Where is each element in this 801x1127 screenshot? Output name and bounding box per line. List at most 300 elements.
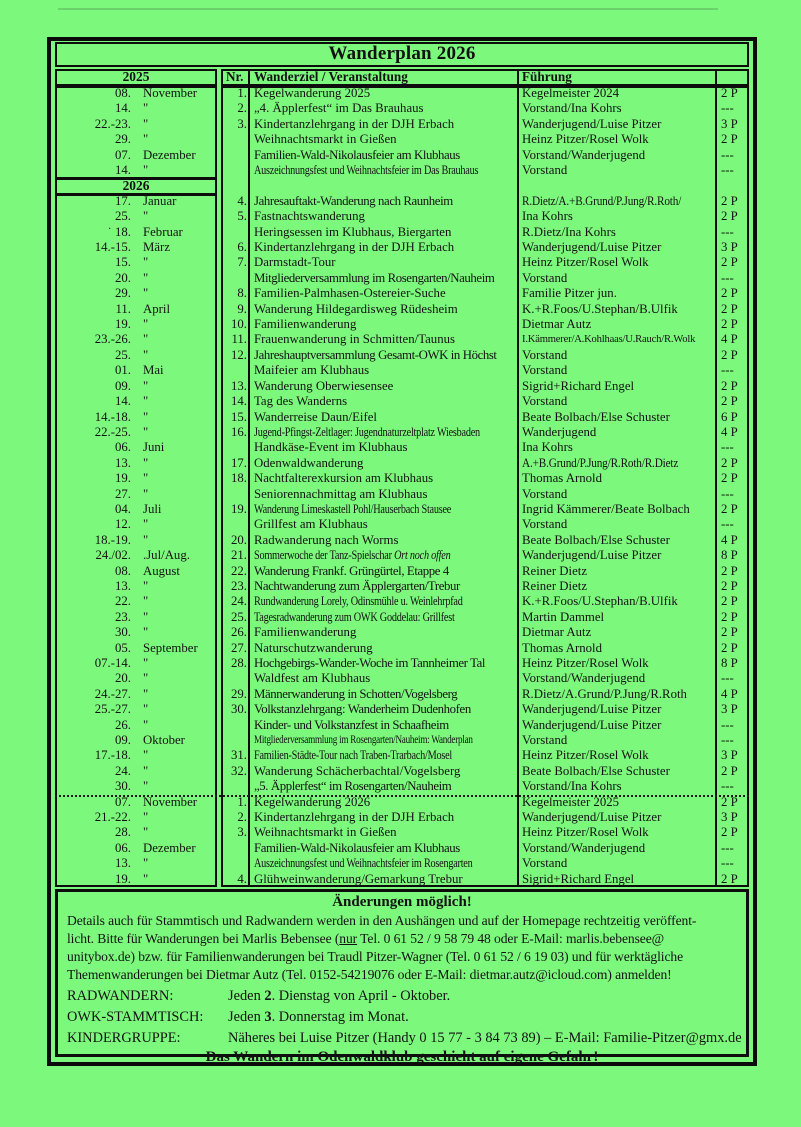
row-date-day: 25.-27. — [94, 702, 131, 717]
table-row — [51, 517, 753, 532]
row-date-day: 01. — [115, 363, 131, 378]
row-leader: Heinz Pitzer/Rosel Wolk — [522, 825, 649, 840]
row-event: Waldfest am Klubhaus — [254, 671, 371, 686]
row-date-month: " — [143, 378, 149, 393]
row-date-day: 19. — [115, 871, 131, 886]
row-event: Rundwanderung Lorely, Odinsmühle u. Weinlehrpfad — [254, 594, 463, 609]
row-date-day: 23.-26. — [94, 332, 131, 347]
row-points: 2 P — [721, 347, 738, 362]
row-event: Familien-Palmhasen-Ostereier-Suche — [254, 286, 446, 301]
row-points: 2 P — [721, 132, 738, 147]
row-leader: Thomas Arnold — [522, 640, 602, 655]
row-number — [221, 718, 247, 733]
row-number: 13. — [231, 378, 247, 393]
row-date-day: 06. — [115, 840, 131, 855]
row-leader: Wanderjugend — [522, 424, 597, 439]
row-event: Kindertanzlehrgang in der DJH Erbach — [254, 240, 455, 255]
row-date-day: 09. — [115, 733, 131, 747]
row-date-month: " — [143, 132, 149, 147]
table-row — [51, 533, 753, 548]
row-points: --- — [721, 147, 734, 162]
row-date-day: 22. — [115, 594, 131, 609]
row-number — [221, 487, 247, 502]
row-date-month: " — [143, 810, 149, 825]
row-date-day: 12. — [115, 517, 131, 532]
table-row — [51, 579, 753, 594]
table-row — [51, 410, 753, 425]
row-number — [221, 363, 247, 378]
table-row — [51, 502, 753, 517]
table-row — [51, 394, 753, 409]
row-date-month: März — [143, 240, 170, 255]
row-date-month: Juli — [143, 501, 162, 516]
row-points: 3 P — [721, 810, 738, 825]
table-row — [51, 872, 753, 887]
row-event: Seniorennachmittag am Klubhaus — [254, 486, 428, 501]
row-number: 25. — [231, 609, 247, 624]
row-event: Familien-Wald-Nikolausfeier am Klubhaus — [254, 840, 460, 855]
row-date-day: 14. — [115, 163, 131, 178]
table-row — [51, 286, 753, 301]
table-row — [51, 548, 753, 563]
table-row — [51, 348, 753, 363]
row-points: 2 P — [721, 209, 738, 224]
row-date-month: " — [143, 748, 149, 763]
row-points: 2 P — [721, 825, 738, 840]
table-row — [51, 594, 753, 609]
row-leader: Wanderjugend/Luise Pitzer — [522, 702, 662, 717]
row-points: 2 P — [721, 286, 738, 301]
row-event: Fastnachtswanderung — [254, 209, 365, 224]
row-date-day: 22.-23. — [94, 116, 131, 131]
row-points: --- — [721, 717, 734, 732]
row-number: 26. — [231, 625, 247, 640]
row-number: 3. — [237, 825, 247, 840]
row-leader: Vorstand — [522, 347, 568, 362]
row-points: --- — [721, 363, 734, 378]
column-header-year-2025: 2025 — [122, 69, 150, 84]
row-leader: Wanderjugend/Luise Pitzer — [522, 717, 662, 732]
row-leader: K.+R.Foos/U.Stephan/B.Ulfik — [522, 594, 678, 609]
row-points: 2 P — [721, 501, 738, 516]
table-row — [51, 440, 753, 455]
table-row — [51, 163, 753, 178]
row-date-month: " — [143, 871, 149, 886]
footer-heading: Änderungen möglich! — [332, 894, 472, 910]
row-leader: Dietmar Autz — [522, 625, 592, 640]
row-number — [221, 517, 247, 532]
row-date-month: " — [143, 116, 149, 131]
footer-box — [55, 889, 749, 1065]
row-points: 2 P — [721, 193, 738, 208]
row-date-month: " — [143, 578, 149, 593]
row-leader: Vorstand/Wanderjugend — [522, 671, 646, 686]
table-row — [51, 702, 753, 717]
row-number: 3. — [237, 116, 247, 131]
row-date-month: " — [143, 455, 149, 470]
row-leader: R.Dietz/Ina Kohrs — [522, 224, 616, 239]
row-event: Jahresauftakt-Wanderung nach Raunheim — [254, 193, 453, 208]
row-date-day: 19. — [115, 471, 131, 486]
row-leader: Heinz Pitzer/Rosel Wolk — [522, 655, 649, 670]
row-leader: Wanderjugend/Luise Pitzer — [522, 116, 662, 131]
row-date-month: " — [143, 317, 149, 332]
row-date-month: November — [143, 86, 198, 100]
row-leader: Vorstand/Wanderjugend — [522, 147, 646, 162]
row-points: 3 P — [721, 116, 738, 131]
row-event: Kinder- und Volkstanzfest in Schaafheim — [254, 717, 449, 732]
row-points: 2 P — [721, 609, 738, 624]
row-event: Familienwanderung — [254, 317, 357, 332]
row-event: Jugend-Pfingst-Zeltlager: Jugendnaturzeltplatz Wiesbaden — [254, 424, 480, 439]
row-number: 11. — [231, 332, 247, 347]
row-number: 23. — [231, 578, 247, 593]
row-date-month: November — [143, 794, 198, 809]
table-row — [51, 795, 753, 810]
row-date-day: 07. — [115, 147, 131, 162]
table-row — [51, 240, 753, 255]
table-row — [51, 302, 753, 317]
row-leader: Wanderjugend/Luise Pitzer — [522, 548, 662, 563]
footer-info-label: KINDERGRUPPE: — [67, 1030, 181, 1046]
row-event: Wanderung Limeskastell Pohl/Hauserbach Stausee — [254, 501, 452, 516]
row-leader: Familie Pitzer jun. — [522, 286, 617, 301]
row-date-month: " — [143, 763, 149, 778]
row-leader: Vorstand/Wanderjugend — [522, 840, 646, 855]
row-leader: Reiner Dietz — [522, 563, 588, 578]
table-row — [51, 271, 753, 286]
table-row — [51, 101, 753, 116]
row-date-day: 23. — [115, 609, 131, 624]
row-number: 32. — [231, 763, 247, 778]
table-row — [51, 194, 753, 209]
row-number: 18. — [231, 471, 247, 486]
row-date-month: " — [143, 424, 149, 439]
row-leader: Vorstand — [522, 363, 568, 378]
row-date-month: " — [143, 255, 149, 270]
row-points: 2 P — [721, 471, 738, 486]
row-points: 2 P — [721, 378, 738, 393]
row-number: 6. — [237, 240, 247, 255]
row-date-day: 17. — [115, 193, 131, 208]
row-number: 17. — [231, 455, 247, 470]
row-date-day: 20. — [115, 671, 131, 686]
row-event: „5. Äpplerfest“ im Rosengarten/Nauheim — [254, 779, 452, 794]
row-points: --- — [721, 270, 734, 285]
footer-paragraph — [67, 912, 737, 984]
row-event: Nachtfalterexkursion am Klubhaus — [254, 471, 434, 486]
row-number: 7. — [237, 255, 247, 270]
row-date-day: 13. — [115, 856, 131, 871]
table-row — [51, 856, 753, 871]
header-divider — [715, 70, 717, 85]
row-event: Frauenwanderung in Schmitten/Taunus — [254, 332, 455, 347]
row-points: 2 P — [721, 763, 738, 778]
row-date-day: 29. — [115, 286, 131, 301]
row-date-month: Dezember — [143, 147, 196, 162]
table-row — [51, 718, 753, 733]
row-date-day: 15. — [115, 255, 131, 270]
table-row — [51, 841, 753, 856]
row-date-month: .Jul/Aug. — [143, 548, 190, 563]
row-date-day: 26. — [115, 717, 131, 732]
row-leader: I.Kämmerer/A.Kohlhaas/U.Rauch/R.Wolk — [522, 334, 696, 346]
row-event: Tag des Wanderns — [254, 394, 348, 409]
row-date-day: 14.-15. — [94, 240, 131, 255]
row-date-day: 25. — [115, 347, 131, 362]
row-number: 20. — [231, 532, 247, 547]
row-date-month: " — [143, 517, 149, 532]
row-leader: Vorstand — [522, 270, 568, 285]
table-row — [51, 379, 753, 394]
row-number: 22. — [231, 563, 247, 578]
footer-info-label: OWK-STAMMTISCH: — [67, 1009, 204, 1025]
table-row — [51, 332, 753, 347]
row-event: Handkäse-Event im Klubhaus — [254, 440, 408, 455]
table-row — [51, 671, 753, 686]
row-date-month: " — [143, 594, 149, 609]
row-points: 2 P — [721, 640, 738, 655]
row-leader: Vorstand — [522, 486, 568, 501]
row-number: 1. — [237, 86, 247, 100]
row-event: Familien-Wald-Nikolausfeier am Klubhaus — [254, 147, 460, 162]
row-leader: Beate Bolbach/Else Schuster — [522, 409, 670, 424]
row-date-day: 05. — [115, 640, 131, 655]
row-points: --- — [721, 517, 734, 532]
table-row — [51, 733, 753, 748]
row-leader: Vorstand — [522, 394, 568, 409]
row-date-month: " — [143, 609, 149, 624]
row-date-month: August — [143, 563, 180, 578]
row-event: Auszeichnungsfest und Weihnachtsfeier im Rosengarten — [254, 856, 473, 871]
row-date-day: 13. — [115, 578, 131, 593]
row-number: 5. — [237, 209, 247, 224]
row-points: 4 P — [721, 424, 738, 439]
row-number: 8. — [237, 286, 247, 301]
row-date-month: " — [143, 779, 149, 794]
row-leader: R.Dietz/A.Grund/P.Jung/R.Roth — [522, 686, 687, 701]
table-row — [51, 687, 753, 702]
row-date-day: 08. — [115, 563, 131, 578]
table-row — [51, 487, 753, 502]
row-event: Familien-Städte-Tour nach Traben-Trarbach/Mosel — [254, 748, 453, 763]
row-event: Maifeier am Klubhaus — [254, 363, 370, 378]
row-date-day: 27. — [115, 486, 131, 501]
row-event: Naturschutzwanderung — [254, 640, 373, 655]
row-number — [221, 440, 247, 455]
table-row — [51, 471, 753, 486]
row-leader: Ina Kohrs — [522, 209, 573, 224]
footer-info-line: KINDERGRUPPE: Näheres bei Luise Pitzer (Handy 0 15 77 - 3 84 73 89) – E-Mail: Familie-Pitzer@gmx.de — [67, 1030, 742, 1046]
row-event: Mitgliederversammlung im Rosengarten/Nauheim — [254, 270, 495, 285]
row-event: Weihnachtsmarkt in Gießen — [254, 132, 397, 147]
row-leader: Vorstand — [522, 163, 568, 178]
table-row — [51, 656, 753, 671]
row-date-day: 19. — [115, 317, 131, 332]
row-event: Sommerwoche der Tanz-Spielschar Ort noch offen — [254, 548, 451, 563]
row-leader: Wanderjugend/Luise Pitzer — [522, 240, 662, 255]
row-date-day: 24. — [115, 763, 131, 778]
row-number — [221, 856, 247, 871]
row-number: 21. — [231, 548, 247, 563]
row-number — [221, 733, 247, 748]
column-header-leader: Führung — [522, 69, 572, 84]
row-date-month: " — [143, 394, 149, 409]
table-row — [51, 610, 753, 625]
row-leader: Dietmar Autz — [522, 317, 592, 332]
row-points: 2 P — [721, 455, 738, 470]
row-event: Wanderung Hildegardisweg Rüdesheim — [254, 301, 458, 316]
row-number: 1. — [237, 794, 247, 809]
row-points: 8 P — [721, 548, 738, 563]
row-date-month: " — [143, 825, 149, 840]
footer-info-line: OWK-STAMMTISCH: Jeden 3. Donnerstag im Monat. — [67, 1009, 409, 1025]
row-number — [221, 225, 247, 240]
row-leader: Sigrid+Richard Engel — [522, 378, 635, 393]
row-event: Kindertanzlehrgang in der DJH Erbach — [254, 810, 455, 825]
row-leader: Heinz Pitzer/Rosel Wolk — [522, 132, 649, 147]
row-date-month: " — [143, 270, 149, 285]
row-leader: Beate Bolbach/Else Schuster — [522, 532, 670, 547]
row-date-day: 17.-18. — [94, 748, 131, 763]
scan-artifact-line — [58, 8, 718, 10]
row-points: --- — [721, 671, 734, 686]
row-event: Kegelwanderung 2026 — [254, 794, 371, 809]
row-leader: Kegelmeister 2024 — [522, 86, 620, 100]
row-date-month: " — [143, 471, 149, 486]
row-leader: Thomas Arnold — [522, 471, 602, 486]
table-row — [51, 564, 753, 579]
row-event: Kindertanzlehrgang in der DJH Erbach — [254, 116, 455, 131]
row-leader: Vorstand/Ina Kohrs — [522, 779, 622, 794]
table-row — [51, 456, 753, 471]
row-number — [221, 271, 247, 286]
table-row — [51, 209, 753, 224]
column-header-nr: Nr. — [226, 69, 244, 84]
row-points: 3 P — [721, 240, 738, 255]
row-leader: Vorstand/Ina Kohrs — [522, 101, 622, 116]
row-date-month: " — [143, 856, 149, 871]
row-number: 2. — [237, 810, 247, 825]
footer-info-line: RADWANDERN: Jeden 2. Dienstag von April - Oktober. — [67, 988, 451, 1004]
row-date-month: " — [143, 702, 149, 717]
row-leader: Ina Kohrs — [522, 440, 573, 455]
row-points: --- — [721, 101, 734, 116]
row-date-month: Dezember — [143, 840, 196, 855]
row-date-day: 24./02. — [95, 548, 131, 563]
footer-paragraph-line: Themenwanderungen bei Dietmar Autz (Tel. 0152-54219076 oder E-Mail: dietmar.autz@icloud.com) anmelden! — [67, 967, 672, 982]
row-date-month: Mai — [143, 363, 164, 378]
row-points: 6 P — [721, 409, 738, 424]
row-date-day: 14.-18. — [94, 409, 131, 424]
table-row — [51, 363, 753, 378]
row-date-day: ˙ 18. — [107, 224, 131, 239]
row-date-day: 18.-19. — [94, 532, 131, 547]
row-date-day: 30. — [115, 779, 131, 794]
row-points: 2 P — [721, 317, 738, 332]
row-date-month: Oktober — [143, 733, 185, 747]
row-points: 4 P — [721, 332, 738, 347]
row-event: Hochgebirgs-Wander-Woche im Tannheimer Tal — [254, 655, 486, 670]
row-number — [221, 148, 247, 163]
row-leader: R.Dietz/A.+B.Grund/P.Jung/R.Roth/ — [522, 193, 682, 208]
table-row — [51, 117, 753, 132]
header-divider — [248, 70, 250, 85]
row-date-day: 14. — [115, 394, 131, 409]
row-leader: Beate Bolbach/Else Schuster — [522, 763, 670, 778]
row-number: 29. — [231, 686, 247, 701]
row-points: 2 P — [721, 86, 738, 100]
table-row — [51, 748, 753, 763]
row-points: 2 P — [721, 794, 738, 809]
row-event: Wanderung Oberwiesensee — [254, 378, 394, 393]
row-points: --- — [721, 163, 734, 178]
row-date-month: " — [143, 286, 149, 301]
row-number: 2. — [237, 101, 247, 116]
row-points: --- — [721, 840, 734, 855]
column-header-event: Wanderziel / Veranstaltung — [254, 69, 408, 84]
row-number: 27. — [231, 640, 247, 655]
row-date-day: 07. — [115, 794, 131, 809]
row-date-month: " — [143, 347, 149, 362]
row-date-day: 20. — [115, 270, 131, 285]
row-date-month: Juni — [143, 440, 165, 455]
footer-info-lines — [67, 987, 742, 1047]
row-date-day: 21.-22. — [94, 810, 131, 825]
row-leader: Vorstand — [522, 733, 568, 747]
row-points: --- — [721, 856, 734, 871]
row-number: 10. — [231, 317, 247, 332]
row-leader: A.+B.Grund/P.Jung/R.Roth/R.Dietz — [522, 455, 679, 470]
row-event: Volkstanzlehrgang: Wanderheim Dudenhofen — [254, 702, 471, 717]
row-points: 2 P — [721, 625, 738, 640]
row-event: Auszeichnungsfest und Weihnachtsfeier im Das Brauhaus — [254, 163, 479, 178]
page-title: Wanderplan 2026 — [328, 43, 476, 64]
row-event: Radwanderung nach Worms — [254, 532, 399, 547]
row-number: 15. — [231, 409, 247, 424]
row-points: 3 P — [721, 702, 738, 717]
row-event: Mitgliederversammlung im Rosengarten/Nauheim: Wanderplan — [254, 734, 473, 746]
row-event: Tagesradwanderung zum OWK Goddelau: Grillfest — [254, 609, 455, 624]
row-event: Wanderreise Daun/Eifel — [254, 409, 377, 424]
row-points: 2 P — [721, 301, 738, 316]
row-date-month: September — [143, 640, 198, 655]
row-event: Jahreshauptversammlung Gesamt-OWK in Höchst — [254, 347, 497, 362]
row-date-day: 08. — [115, 86, 131, 100]
row-number: 31. — [231, 748, 247, 763]
row-date-month: " — [143, 671, 149, 686]
row-points: --- — [721, 224, 734, 239]
row-date-month: Februar — [143, 224, 183, 239]
row-date-day: 06. — [115, 440, 131, 455]
row-number: 19. — [231, 501, 247, 516]
row-leader: Wanderjugend/Luise Pitzer — [522, 810, 662, 825]
row-number: 30. — [231, 702, 247, 717]
row-points: 2 P — [721, 871, 738, 886]
row-date-month: " — [143, 409, 149, 424]
row-event-note: Ort noch offen — [394, 548, 451, 563]
row-leader: Heinz Pitzer/Rosel Wolk — [522, 255, 649, 270]
row-number: 14. — [231, 394, 247, 409]
table-row — [51, 425, 753, 440]
table-row — [51, 641, 753, 656]
row-points: 4 P — [721, 686, 738, 701]
row-date-day: 13. — [115, 455, 131, 470]
row-points: 2 P — [721, 394, 738, 409]
row-number — [221, 779, 247, 794]
document-frame — [47, 37, 757, 1066]
row-date-month: " — [143, 332, 149, 347]
